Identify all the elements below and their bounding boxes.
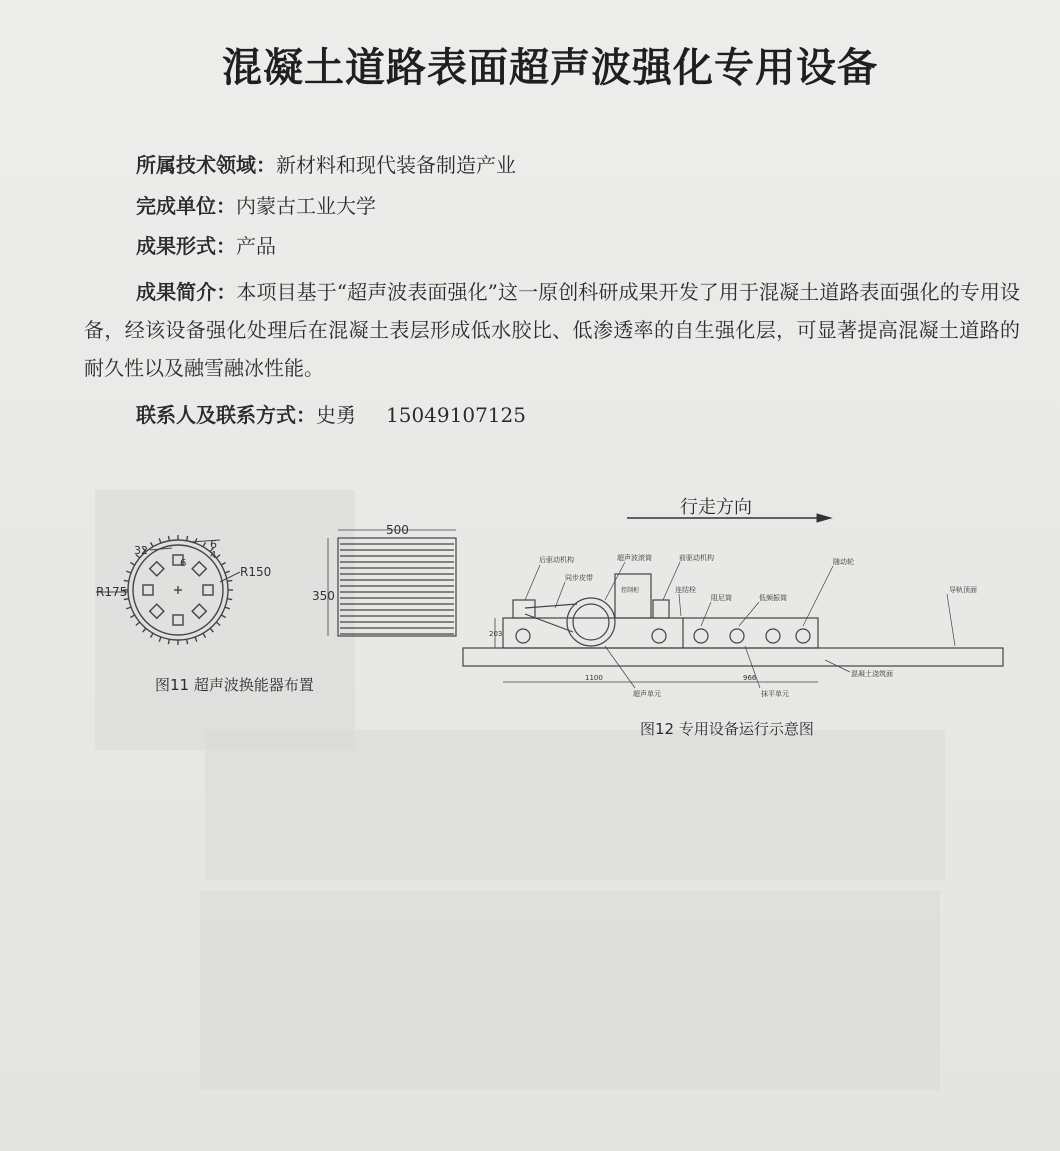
dim-350: 350	[312, 589, 335, 603]
plate-outline	[338, 538, 456, 636]
form-value: 产品	[236, 234, 276, 258]
label-damper: 阻尼筒	[711, 594, 732, 602]
field-line	[136, 149, 516, 181]
wheel	[694, 629, 708, 643]
label-connector: 连结栓	[675, 586, 696, 594]
fig11-caption: 图11 超声波换能器布置	[155, 676, 314, 694]
summary-text: 本项目基于“超声波表面强化”这一原创科研成果开发了用于混凝土道路表面强化的专用设备，经该设备强化处理后在混凝土表层形成低水胶比、低渗透率的自生强化层，可显著提高混凝土道路的耐久性以及融雪融冰性能。	[84, 280, 1020, 380]
summary-paragraph	[84, 273, 1020, 387]
label-guide-rail: 导轨顶面	[949, 586, 977, 594]
label-ultra-unit: 超声单元	[633, 690, 661, 698]
label-follow-wheel: 随动轮	[833, 558, 854, 566]
wheel	[766, 629, 780, 643]
wheel	[652, 629, 666, 643]
wheel	[796, 629, 810, 643]
field-value: 新材料和现代装备制造产业	[276, 153, 516, 177]
dim-6a: 6	[210, 538, 217, 551]
wheel	[730, 629, 744, 643]
wheel	[516, 629, 530, 643]
form-line	[136, 230, 276, 262]
bleed-through-block	[200, 890, 940, 1090]
dim-1100: 1100	[585, 674, 603, 682]
dim-966: 966	[743, 674, 757, 682]
field-label: 所属技术领域：	[136, 153, 276, 177]
dim-r175: R175	[96, 585, 128, 599]
label-vibration: 低频振筒	[759, 594, 787, 602]
dim-6b: 6	[180, 558, 187, 569]
fig11-drawing	[90, 520, 470, 650]
dim-500: 500	[386, 523, 409, 537]
direction-arrow	[627, 514, 831, 522]
fig12-drawing	[455, 510, 1015, 700]
contact-name: 史勇	[316, 403, 356, 427]
dim-4: 4	[210, 550, 217, 561]
dim-r150: R150	[240, 565, 272, 579]
equipment-sketch	[463, 562, 1003, 688]
unit-label: 完成单位：	[136, 194, 236, 218]
label-sync-belt: 同步皮带	[565, 574, 593, 582]
dim-32: 32	[134, 544, 148, 557]
page-title: 混凝土道路表面超声波强化专用设备	[222, 45, 878, 91]
unit-line	[136, 190, 376, 222]
rear-drive-box	[513, 600, 535, 618]
label-front-drive: 前驱动机构	[679, 554, 714, 562]
label-rear-drive: 后驱动机构	[539, 556, 574, 564]
plate-rows	[340, 544, 454, 634]
label-concrete-surface: 混凝土浇筑面	[851, 670, 893, 678]
unit-value: 内蒙古工业大学	[236, 194, 376, 218]
bleed-through-block	[205, 730, 945, 880]
contact-label: 联系人及联系方式：	[136, 403, 316, 427]
ultrasonic-roller	[567, 598, 615, 646]
road-surface	[463, 648, 1003, 666]
contact-line	[136, 399, 526, 431]
label-level-unit: 抹平单元	[761, 690, 789, 698]
transducer-array-plate	[328, 530, 456, 636]
form-label: 成果形式：	[136, 234, 236, 258]
label-controller: 控制柜	[621, 587, 640, 594]
controller-box	[615, 574, 651, 618]
front-drive-box	[653, 600, 669, 618]
summary-label: 成果简介：	[136, 280, 237, 304]
equipment-frame	[503, 618, 818, 648]
fig12-caption: 图12 专用设备运行示意图	[640, 720, 814, 738]
label-ultra-roller: 超声波滚筒	[617, 554, 652, 562]
direction-label: 行走方向	[680, 497, 752, 518]
contact-phone: 15049107125	[386, 403, 526, 427]
dim-203: 203	[489, 630, 503, 638]
